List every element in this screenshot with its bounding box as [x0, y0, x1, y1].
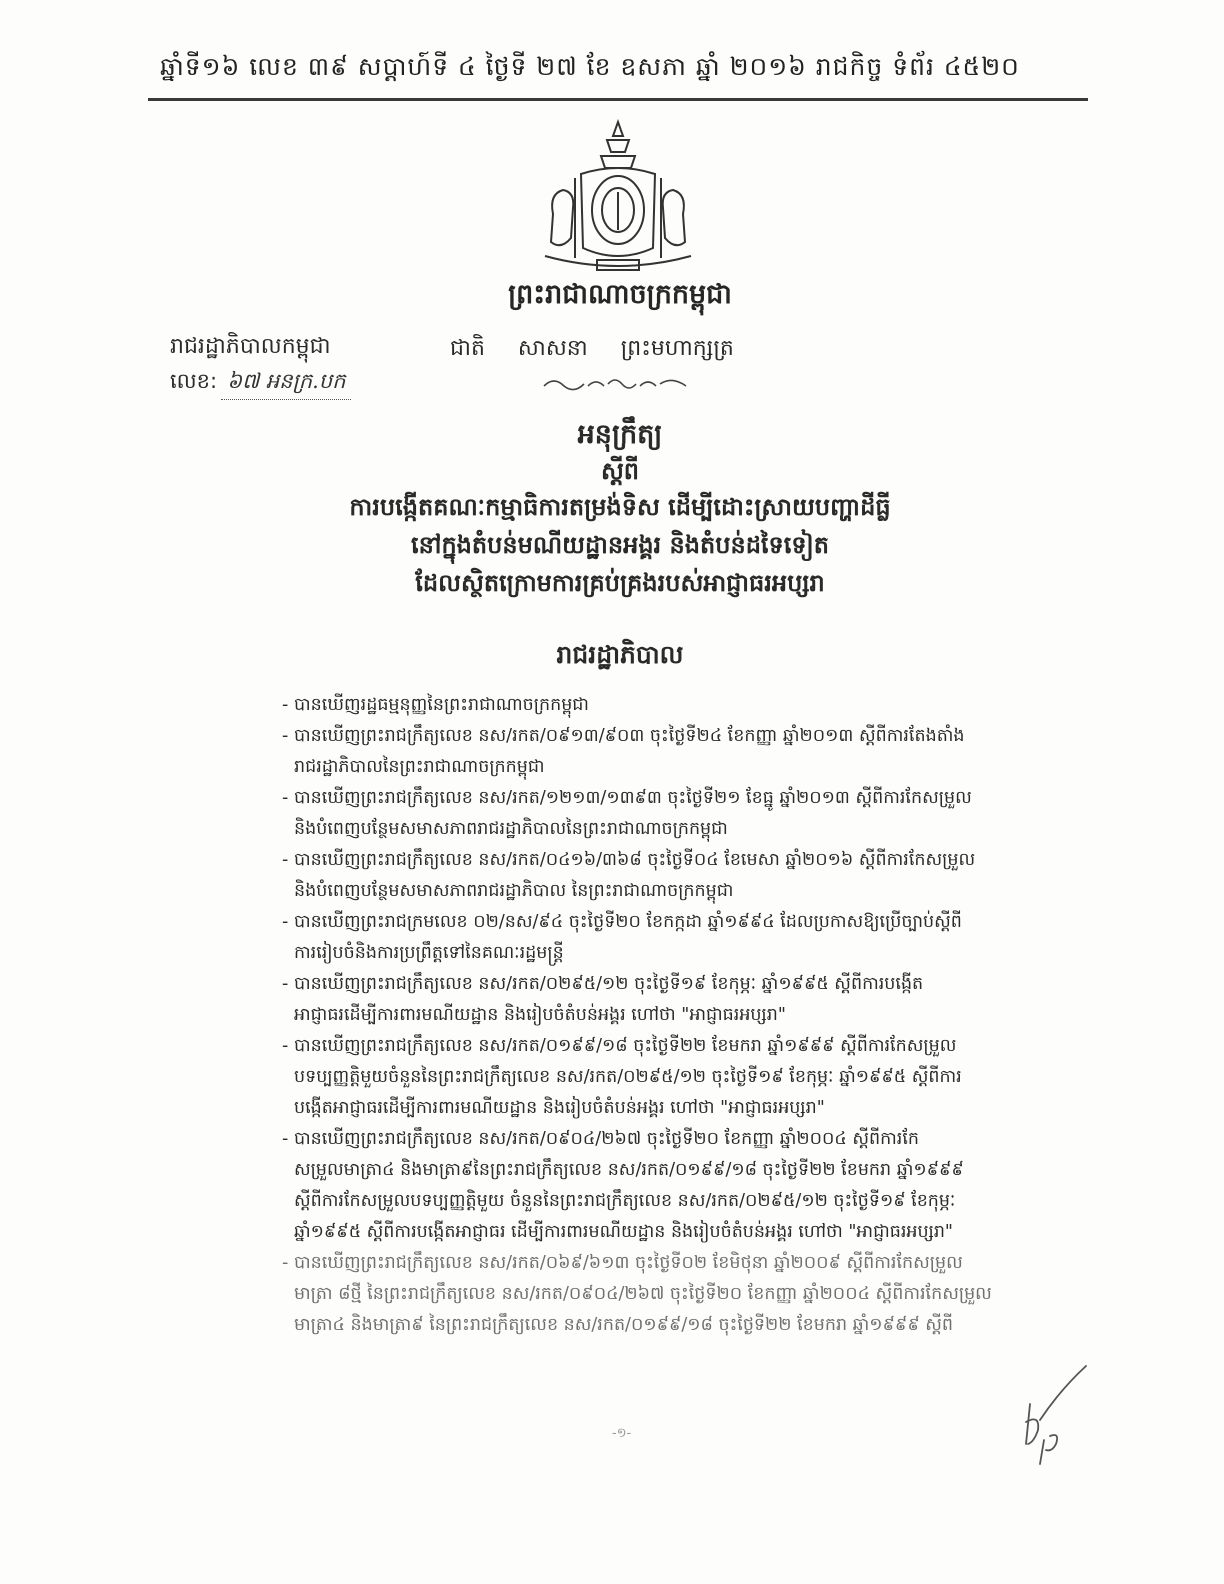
page-number: -១-: [612, 1426, 632, 1441]
recital-line: បានឃើញរដ្ឋធម្មនុញ្ញនៃព្រះរាជាណាចក្រកម្ពុជា: [294, 695, 589, 715]
recital-line: បានឃើញព្រះរាជក្រឹត្យលេខ នស/រកត/០៩១៣/៩០៣ ចុះថ្ងៃទី២៤ ខែកញ្ញា ឆ្នាំ២០១៣ ស្តីពីការតែងតាំង: [294, 726, 965, 746]
recital-item: - បានឃើញព្រះរាជក្រឹត្យលេខ នស/រកត/០២៩៥/១២ ចុះថ្ងៃទី១៩ ខែកុម្ភៈ ឆ្នាំ១៩៩៥ ស្តីពីការបង្កើត អាជ្ញាធរដើម្បីការពារមណីយដ្ឋាន និងរៀបចំតំបន់អង្គរ ហៅថា "អាជ្ញាធរអប្សរា": [282, 969, 1052, 1031]
document-about: ស្តីពី: [600, 457, 640, 485]
recital-line: បានឃើញព្រះរាជក្រឹត្យលេខ នស/រកត/០៤១៦/៣៦៨ ចុះថ្ងៃទី០៤ ខែមេសា ឆ្នាំ២០១៦ ស្តីពីការកែសម្រួល: [294, 850, 976, 870]
recital-line: បានឃើញព្រះរាជក្រឹត្យលេខ នស/រកត/១២១៣/១៣៩៣ ចុះថ្ងៃទី២១ ខែធ្នូ ឆ្នាំ២០១៣ ស្តីពីការកែសម្រួល: [294, 788, 972, 808]
reference-value: ៦៧ អនក្រ.បក: [221, 368, 351, 400]
royal-coat-of-arms-icon: [535, 118, 701, 278]
recital-item: - បានឃើញព្រះរាជក្រឹត្យលេខ នស/រកត/០៤១៦/៣៦៨ ចុះថ្ងៃទី០៤ ខែមេសា ឆ្នាំ២០១៦ ស្តីពីការកែសម្រួល និងបំពេញបន្ថែមសមាសភាពរាជរដ្ឋាភិបាល នៃព្រះរាជាណាចក្រកម្ពុជា: [282, 845, 1052, 907]
recital-line: ឆ្នាំ១៩៩៥ ស្តីពីការបង្កើតអាជ្ញាធរ ដើម្បីការពារមណីយដ្ឋាន និងរៀបចំតំបន់អង្គរ ហៅថា "អាជ្ញាធរអប្សរា": [294, 1222, 953, 1242]
recital-line: សម្រួលមាត្រា៤ និងមាត្រា៩នៃព្រះរាជក្រឹត្យលេខ នស/រកត/០១៩៩/១៨ ចុះថ្ងៃទី២២ ខែមករា ឆ្នាំ១៩៩៩: [294, 1160, 964, 1180]
handwritten-initials-icon: [1000, 1360, 1090, 1470]
recital-line: រាជរដ្ឋាភិបាលនៃព្រះរាជាណាចក្រកម្ពុជា: [294, 757, 545, 777]
recital-item: - បានឃើញព្រះរាជក្រឹត្យលេខ នស/រកត/១២១៣/១៣៩៣ ចុះថ្ងៃទី២១ ខែធ្នូ ឆ្នាំ២០១៣ ស្តីពីការកែសម្រួល និងបំពេញបន្ថែមសមាសភាពរាជរដ្ឋាភិបាលនៃព្រះរាជាណាចក្រកម្ពុជា: [282, 783, 1052, 845]
reference-label: លេខ:: [170, 369, 218, 393]
recital-item: - បានឃើញព្រះរាជក្រឹត្យលេខ នស/រកត/០១៩៩/១៨ ចុះថ្ងៃទី២២ ខែមករា ឆ្នាំ១៩៩៩ ស្តីពីការកែសម្រួល បទប្បញ្ញត្តិមួយចំនួននៃព្រះរាជក្រឹត្យលេខ នស/រកត/០២៩៥/១២ ចុះថ្ងៃទី១៩ ខែកុម្ភៈ ឆ្នាំ១៩៩៥ ស្តីពីការ បង្កើតអាជ្ញាធរដើម្បីការពារមណីយដ្ឋាន និងរៀបចំតំបន់អង្គរ ហៅថា "អាជ្ញាធរអប្សរា": [282, 1031, 1052, 1124]
recital-line: ការរៀបចំនិងការប្រព្រឹត្តទៅនៃគណៈរដ្ឋមន្ត្រី: [294, 943, 564, 963]
recital-item: - បានឃើញរដ្ឋធម្មនុញ្ញនៃព្រះរាជាណាចក្រកម្ពុជា: [282, 690, 1052, 721]
recital-item: - បានឃើញព្រះរាជក្រមលេខ ០២/នស/៩៤ ចុះថ្ងៃទី២០ ខែកក្កដា ឆ្នាំ១៩៩៤ ដែលប្រកាសឱ្យប្រើច្បាប់ស្តីពី ការរៀបចំនិងការប្រព្រឹត្តទៅនៃគណៈរដ្ឋមន្ត្រី: [282, 907, 1052, 969]
recital-item: - បានឃើញព្រះរាជក្រឹត្យលេខ នស/រកត/០៦៩/៦១៣ ចុះថ្ងៃទី០២ ខែមិថុនា ឆ្នាំ២០០៩ ស្តីពីការកែសម្រួល មាត្រា ៨ថ្មី នៃព្រះរាជក្រឹត្យលេខ នស/រកត/០៩០៤/២៦៧ ចុះថ្ងៃទី២០ ខែកញ្ញា ឆ្នាំ២០០៤ ស្តីពីការកែសម្រួល មាត្រា៤ និងមាត្រា៩ នៃព្រះរាជក្រឹត្យលេខ នស/រកត/០១៩៩/១៨ ចុះថ្ងៃទី២២ ខែមករា ឆ្នាំ១៩៩៩ ស្តីពី: [282, 1248, 1052, 1341]
document-subject: [200, 488, 1040, 602]
recital-line: និងបំពេញបន្ថែមសមាសភាពរាជរដ្ឋាភិបាល នៃព្រះរាជាណាចក្រកម្ពុជា: [294, 881, 734, 901]
recital-line: បានឃើញព្រះរាជក្រឹត្យលេខ នស/រកត/០២៩៥/១២ ចុះថ្ងៃទី១៩ ខែកុម្ភៈ ឆ្នាំ១៩៩៥ ស្តីពីការបង្កើត: [294, 974, 924, 994]
government-label: រាជរដ្ឋាភិបាលកម្ពុជា: [170, 334, 331, 359]
recital-line: បង្កើតអាជ្ញាធរដើម្បីការពារមណីយដ្ឋាន និងរៀបចំតំបន់អង្គរ ហៅថា "អាជ្ញាធរអប្សរា": [294, 1098, 825, 1118]
recital-line: មាត្រា ៨ថ្មី នៃព្រះរាជក្រឹត្យលេខ នស/រកត/០៩០៤/២៦៧ ចុះថ្ងៃទី២០ ខែកញ្ញា ឆ្នាំ២០០៤ ស្តីពីការកែសម្រួល: [294, 1284, 992, 1304]
subject-line: នៅក្នុងតំបន់មណីយដ្ឋានអង្គរ និងតំបន់ដទៃទៀត: [410, 531, 830, 559]
section-heading: រាជរដ្ឋាភិបាល: [556, 640, 684, 669]
recital-line: មាត្រា៤ និងមាត្រា៩ នៃព្រះរាជក្រឹត្យលេខ នស/រកត/០១៩៩/១៨ ចុះថ្ងៃទី២២ ខែមករា ឆ្នាំ១៩៩៩ ស្តីពី: [294, 1315, 954, 1335]
document-type: អនុក្រឹត្យ: [577, 419, 663, 450]
reference-number: [170, 368, 351, 400]
recital-line: បានឃើញព្រះរាជក្រមលេខ ០២/នស/៩៤ ចុះថ្ងៃទី២០ ខែកក្កដា ឆ្នាំ១៩៩៤ ដែលប្រកាសឱ្យប្រើច្បាប់ស្តីពី: [294, 912, 962, 932]
recital-item: - បានឃើញព្រះរាជក្រឹត្យលេខ នស/រកត/០៩០៤/២៦៧ ចុះថ្ងៃទី២០ ខែកញ្ញា ឆ្នាំ២០០៤ ស្តីពីការកែ សម្រួលមាត្រា៤ និងមាត្រា៩នៃព្រះរាជក្រឹត្យលេខ នស/រកត/០១៩៩/១៨ ចុះថ្ងៃទី២២ ខែមករា ឆ្នាំ១៩៩៩ ស្តីពីការកែសម្រួលបទប្បញ្ញត្តិមួយ ចំនួននៃព្រះរាជក្រឹត្យលេខ នស/រកត/០២៩៥/១២ ចុះថ្ងៃទី១៩ ខែកុម្ភៈ ឆ្នាំ១៩៩៥ ស្តីពីការបង្កើតអាជ្ញាធរ ដើម្បីការពារមណីយដ្ឋាន និងរៀបចំតំបន់អង្គរ ហៅថា "អាជ្ញាធរអប្សរា": [282, 1124, 1052, 1248]
subject-line: ដែលស្ថិតក្រោមការគ្រប់គ្រងរបស់អាជ្ញាធរអប្សរា: [415, 569, 825, 597]
gazette-header: ឆ្នាំទី១៦ លេខ ៣៩ សប្តាហ៍ទី ៤ ថ្ងៃទី ២៧ ខែ ឧសភា ឆ្នាំ ២០១៦ រាជកិច្ច ទំព័រ ៤៥២០: [160, 52, 1020, 81]
recital-item: - បានឃើញព្រះរាជក្រឹត្យលេខ នស/រកត/០៩១៣/៩០៣ ចុះថ្ងៃទី២៤ ខែកញ្ញា ឆ្នាំ២០១៣ ស្តីពីការតែងតាំង រាជរដ្ឋាភិបាលនៃព្រះរាជាណាចក្រកម្ពុជា: [282, 721, 1052, 783]
recital-line: បានឃើញព្រះរាជក្រឹត្យលេខ នស/រកត/០១៩៩/១៨ ចុះថ្ងៃទី២២ ខែមករា ឆ្នាំ១៩៩៩ ស្តីពីការកែសម្រួល: [294, 1036, 957, 1056]
recital-line: បានឃើញព្រះរាជក្រឹត្យលេខ នស/រកត/០៩០៤/២៦៧ ចុះថ្ងៃទី២០ ខែកញ្ញា ឆ្នាំ២០០៤ ស្តីពីការកែ: [294, 1129, 920, 1149]
subject-line: ការបង្កើតគណៈកម្មាធិការតម្រង់ទិស ដើម្បីដោះស្រាយបញ្ហាដីធ្លី: [349, 493, 891, 521]
recital-line: បទប្បញ្ញត្តិមួយចំនួននៃព្រះរាជក្រឹត្យលេខ នស/រកត/០២៩៥/១២ ចុះថ្ងៃទី១៩ ខែកុម្ភៈ ឆ្នាំ១៩៩៥ ស្តីពីការ: [294, 1067, 962, 1087]
header-rule: [148, 98, 1088, 101]
recital-line: អាជ្ញាធរដើម្បីការពារមណីយដ្ឋាន និងរៀបចំតំបន់អង្គរ ហៅថា "អាជ្ញាធរអប្សរា": [294, 1005, 786, 1025]
recital-line: បានឃើញព្រះរាជក្រឹត្យលេខ នស/រកត/០៦៩/៦១៣ ចុះថ្ងៃទី០២ ខែមិថុនា ឆ្នាំ២០០៩ ស្តីពីការកែសម្រួល: [294, 1253, 963, 1273]
recital-line: ស្តីពីការកែសម្រួលបទប្បញ្ញត្តិមួយ ចំនួននៃព្រះរាជក្រឹត្យលេខ នស/រកត/០២៩៥/១២ ចុះថ្ងៃទី១៩ ខែកុម្ភៈ: [294, 1191, 956, 1211]
kingdom-title: ព្រះរាជាណាចក្រកម្ពុជា: [508, 279, 732, 310]
national-motto: ជាតិ សាសនា ព្រះមហាក្សត្រ: [450, 336, 734, 361]
recital-line: និងបំពេញបន្ថែមសមាសភាពរាជរដ្ឋាភិបាលនៃព្រះរាជាណាចក្រកម្ពុជា: [294, 819, 728, 839]
decorative-divider-icon: [540, 374, 690, 394]
recitals-list: [282, 690, 1052, 1341]
